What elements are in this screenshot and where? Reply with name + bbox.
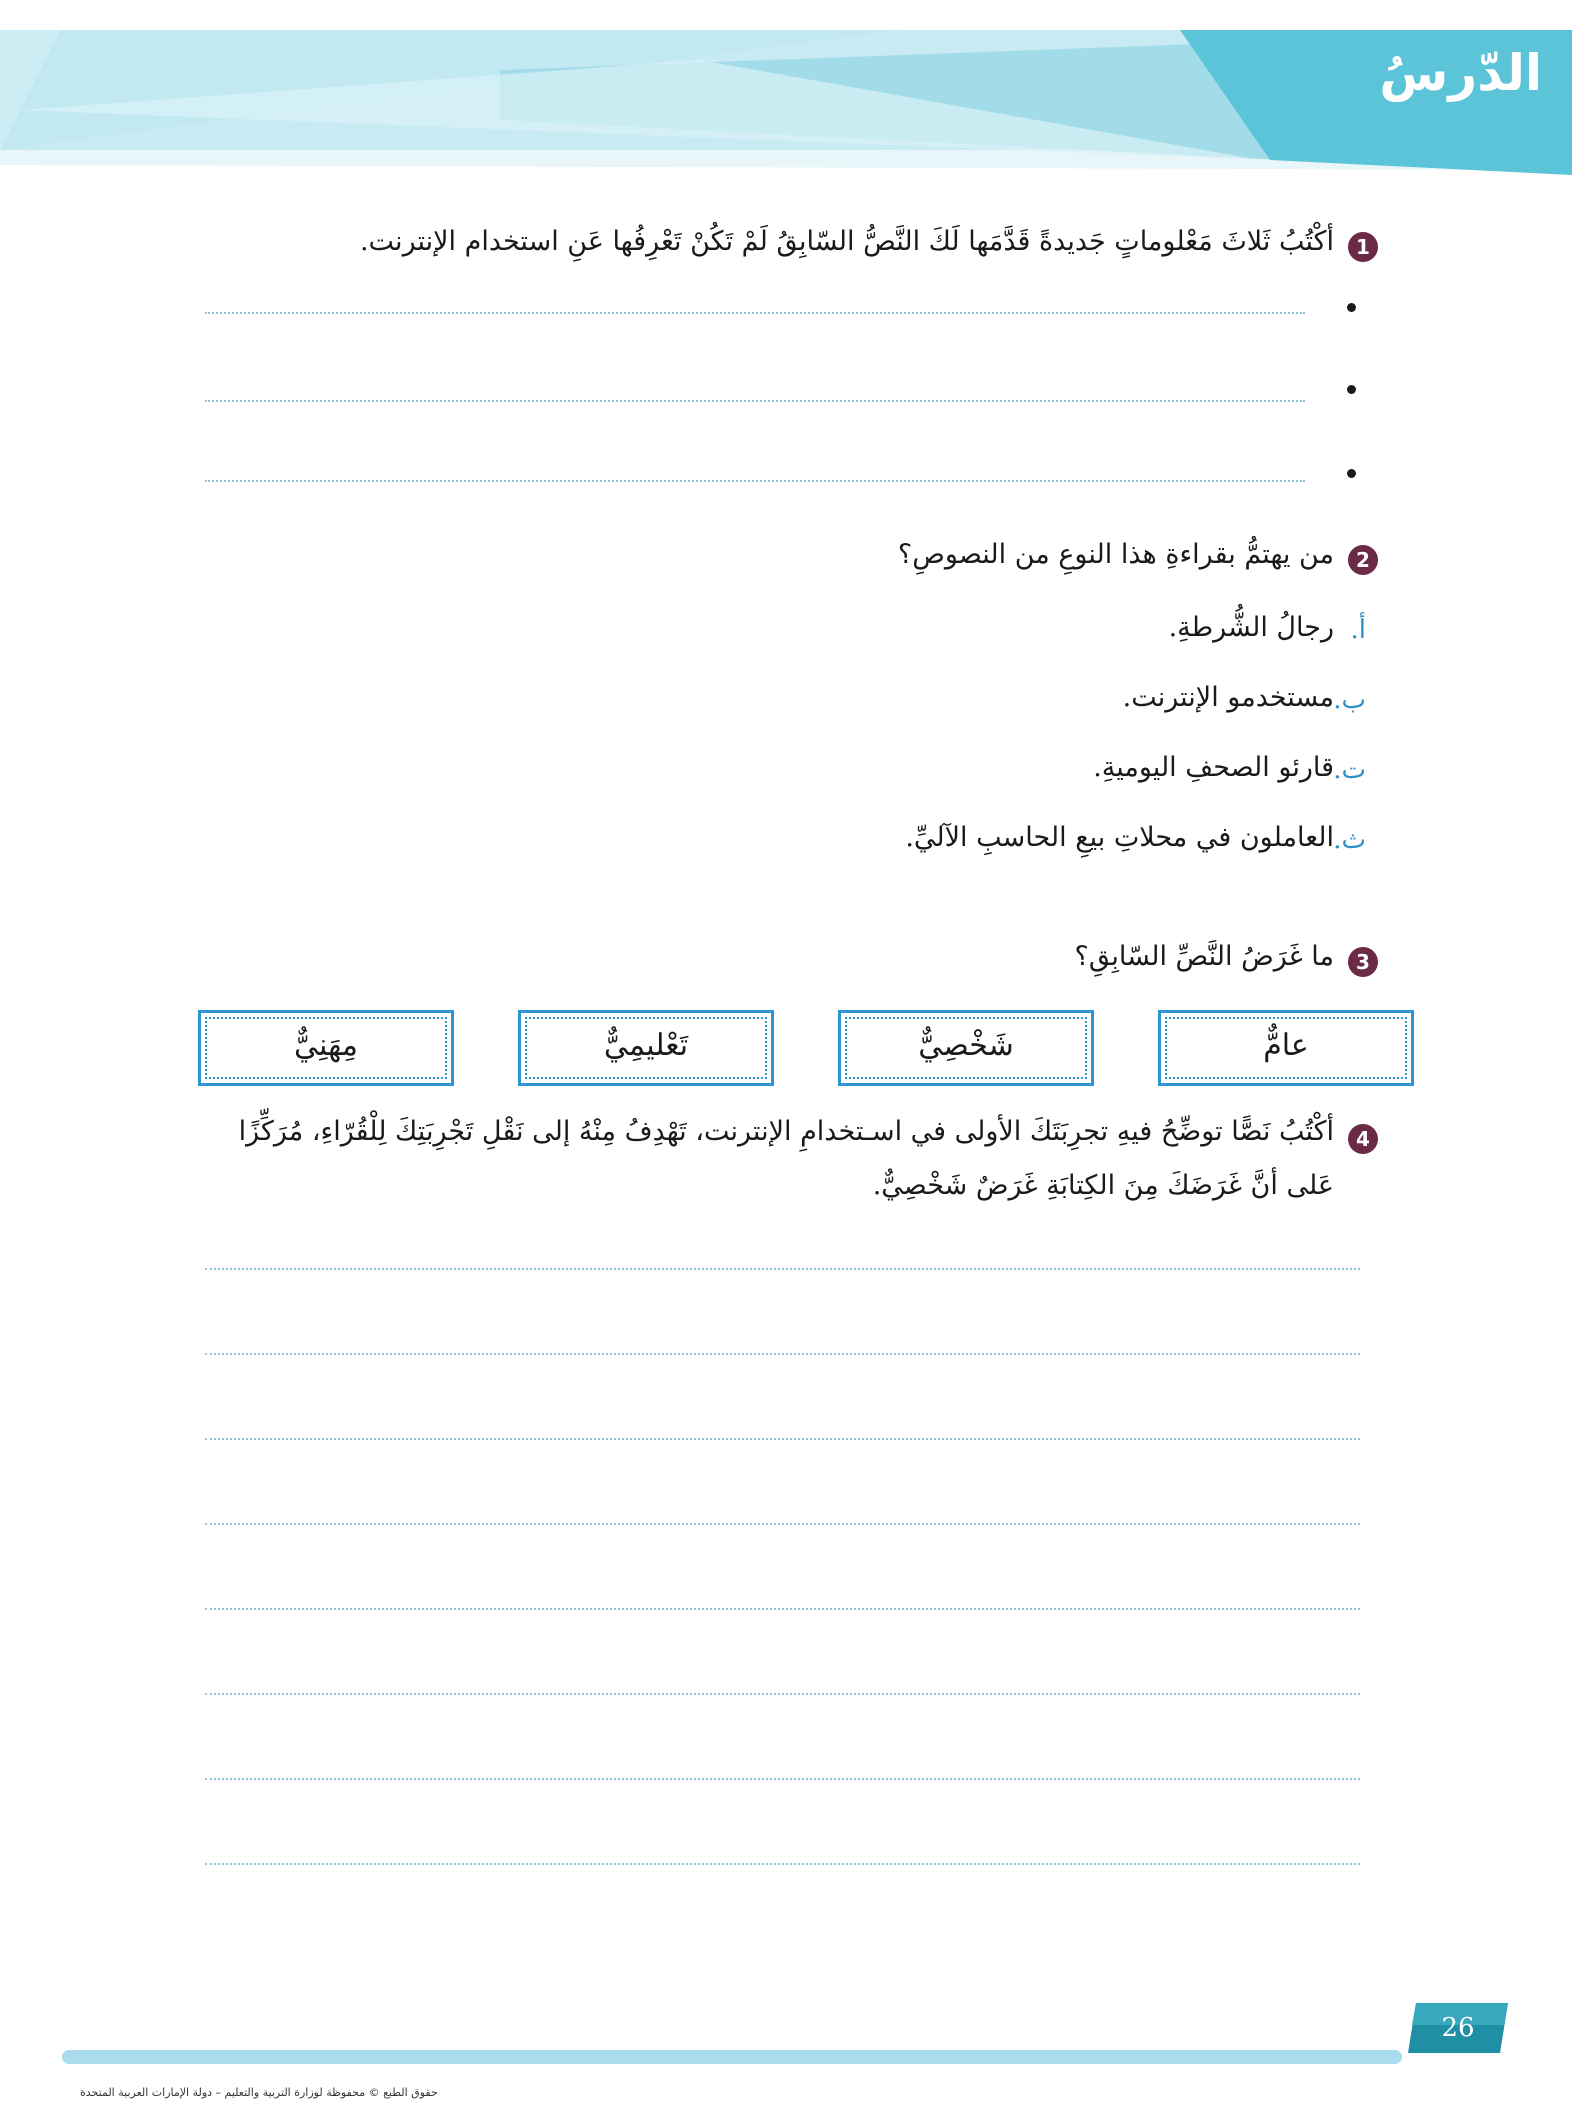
footer-bar [62, 2050, 1402, 2064]
answer-line-1-2[interactable] [205, 400, 1305, 402]
option-b-letter: ب. [1333, 685, 1366, 715]
option-c-letter: ت. [1333, 755, 1366, 785]
option-c-text[interactable]: قارئو الصحفِ اليوميةِ. [1093, 752, 1334, 783]
question-1-number: 1 [1348, 232, 1378, 262]
option-a-letter: أ. [1350, 615, 1366, 645]
answer-line-1-3[interactable] [205, 480, 1305, 482]
purpose-choice-professional[interactable]: مِهَنِيٌّ [198, 1010, 454, 1086]
copyright-text: حقوق الطبع © محفوظة لوزارة التربية والتعليم – دولة الإمارات العربية المتحدة [80, 2086, 438, 2099]
question-4-text-line-1: أكْتُبُ نَصًّا توضِّحُ فيهِ تجرِبَتَكَ الأولى في اسـتخدامِ الإنترنت، تَهْدِفُ مِنْهُ إلى نَقْلِ تَجْرِبَتِكَ لِلْقُرّاءِ، مُرَكِّزًا [238, 1116, 1334, 1147]
purpose-choice-general[interactable]: عامٌّ [1158, 1010, 1414, 1086]
question-4-text-line-2: عَلى أنَّ غَرَضَكَ مِنَ الكِتابَةِ غَرَضٌ شَخْصِيٌّ. [872, 1170, 1334, 1201]
option-d-letter: ث. [1333, 825, 1366, 855]
question-3-number: 3 [1348, 947, 1378, 977]
answer-line-4-3[interactable] [205, 1438, 1360, 1440]
option-b-text[interactable]: مستخدمو الإنترنت. [1122, 682, 1334, 713]
question-4-number: 4 [1348, 1124, 1378, 1154]
lesson-header-banner [0, 0, 1572, 200]
answer-line-4-2[interactable] [205, 1353, 1360, 1355]
option-a-text[interactable]: رجالُ الشُّرطةِ. [1168, 612, 1334, 643]
option-d-text[interactable]: العاملون في محلاتِ بيعِ الحاسبِ الآليِّ. [905, 822, 1334, 853]
bullet-1 [1347, 303, 1356, 312]
purpose-choice-personal[interactable]: شَخْصِيٌّ [838, 1010, 1094, 1086]
question-3-text: ما غَرَضُ النَّصِّ السّابِقِ؟ [1074, 941, 1334, 972]
question-2-number: 2 [1348, 545, 1378, 575]
question-1-text: أكْتُبُ ثَلاثَ مَعْلوماتٍ جَديدةً قَدَّمَها لَكَ النَّصُّ السّابِقُ لَمْ تَكُنْ تَعْرِفُها عَنِ استخدام الإنترنت. [359, 226, 1334, 257]
lesson-title: الدّرسُ [1379, 44, 1542, 102]
answer-line-4-4[interactable] [205, 1523, 1360, 1525]
purpose-choice-educational[interactable]: تَعْليمِيٌّ [518, 1010, 774, 1086]
answer-line-4-1[interactable] [205, 1268, 1360, 1270]
bullet-2 [1347, 385, 1356, 394]
answer-line-4-8[interactable] [205, 1863, 1360, 1865]
page-number: 26 [1441, 2013, 1475, 2043]
bullet-3 [1347, 469, 1356, 478]
question-2-text: من يهتمُّ بقراءةِ هذا النوعِ من النصوصِ؟ [897, 539, 1334, 570]
answer-line-1-1[interactable] [205, 312, 1305, 314]
answer-line-4-6[interactable] [205, 1693, 1360, 1695]
answer-line-4-7[interactable] [205, 1778, 1360, 1780]
answer-line-4-5[interactable] [205, 1608, 1360, 1610]
